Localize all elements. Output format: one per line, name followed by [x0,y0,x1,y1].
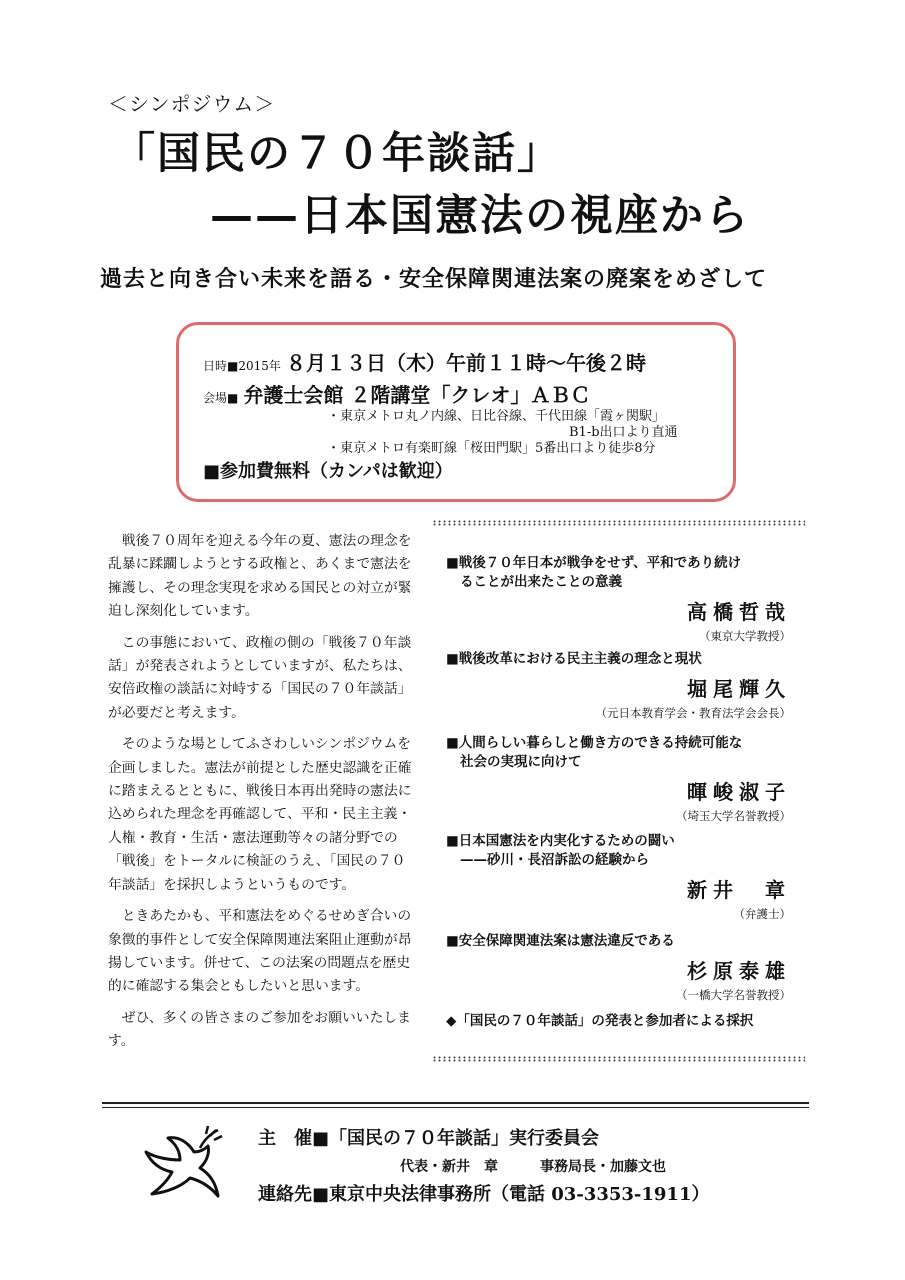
access-line-1b: B1-b出口より直通 [569,425,678,440]
talk-item [446,932,791,1003]
venue-value: 弁護士会館 ２階講堂「クレオ」ＡＢＣ [243,383,591,407]
speaker-affiliation: （元日本教育学会・教育法学会会長） [595,706,791,720]
intro-paragraph: この事態において、政権の側の「戦後７０年談話」が発表されようとしていますが、私たちは、安倍政権の談話に対峙する「国民の７０年談話」が必要だと考えます。 [108,634,412,721]
fee-note: ■参加費無料（カンパは歓迎） [203,461,453,482]
date-value: ８月１３日（木）午前１１時～午後２時 [285,351,646,375]
talk-title: ■戦後７０年日本が戦争をせず、平和であり続け [446,555,742,571]
program-panel [432,520,805,1065]
talk-item [446,650,791,721]
contact-row [258,1180,709,1206]
talk-title: ■日本国憲法を内実化するための闘い [446,833,675,849]
talk-title: ■安全保障関連法案は憲法違反である [446,933,675,949]
talk-title-cont: ——砂川・長沼訴訟の経験から [460,852,649,868]
speaker-affiliation: （埼玉大学名誉教授） [676,809,791,823]
speaker-affiliation: （一橋大学名誉教授） [676,988,791,1002]
speaker-name: 高橋哲哉 [687,600,791,624]
talk-item [446,554,791,644]
speaker-affiliation: （東京大学教授） [699,629,791,643]
speaker-name: 暉峻淑子 [687,780,791,804]
date-label: 日時■2015年 [203,359,281,373]
dotted-border-bottom [432,1056,805,1062]
subtitle: 過去と向き合い未来を語る・安全保障関連法案の廃案をめざして [100,266,768,292]
access-line-2: ・東京メトロ有楽町線「桜田門駅」5番出口より徒歩8分 [327,441,656,456]
talk-item [446,734,791,824]
talk-title-cont: 社会の実現に向けて [460,754,582,770]
intro-paragraph: ときあたかも、平和憲法をめぐるせめぎ合いの象徴的事件として安全保障関連法案阻止運動が昂揚しています。併せて、この法案の問題点を歴史的に確認する集会ともしたいと思います。 [108,908,412,995]
footer-rule [102,1102,809,1104]
organizer-row [258,1124,599,1150]
event-info-box [176,322,736,502]
dove-icon [138,1122,230,1206]
intro-paragraph: 戦後７０周年を迎える今年の夏、憲法の理念を乱暴に蹂躙しようとする政権と、あくまで憲法を擁護し、その理念実現を求める国民との対立が緊迫し深刻化しています。 [108,533,412,620]
venue-label: 会場■ [203,391,239,405]
footer-rule-thin [102,1107,809,1108]
talk-title-cont: ることが出来たことの意義 [460,574,622,590]
talk-title: ■人間らしい暮らしと働き方のできる持続可能な [446,735,743,751]
title-line-2: ——日本国憲法の視座から [210,191,750,241]
speaker-affiliation: （弁護士） [733,907,791,921]
title-line-1: 「国民の７０年談話」 [112,129,562,179]
contact-info: 東京中央法律事務所（電話 03-3353-1911） [329,1184,710,1205]
representatives: 代表・新井 章 事務局長・加藤文也 [400,1159,666,1175]
contact-label: 連絡先■ [258,1184,330,1205]
date-row [203,347,646,376]
speaker-name: 杉原泰雄 [687,959,791,983]
talk-item [446,832,791,922]
organizer-name: 「国民の７０年談話」実行委員会 [329,1128,600,1149]
access-line-1: ・東京メトロ丸ノ内線、日比谷線、千代田線「霞ヶ関駅」 [327,409,666,424]
intro-paragraph: そのような場としてふさわしいシンポジウムを企画しました。憲法が前提とした歴史認識を正確に踏まえるとともに、戦後日本再出発時の憲法に込められた理念を再確認して、平和・民主主義・人権・教育・生活・憲法運動等々の諸分野での「戦後」をトータルに検証のうえ、「国民の７０年談話」を採択しようというものです。 [108,736,412,893]
closing-item: ◆「国民の７０年談話」の発表と参加者による採択 [446,1013,754,1029]
intro-paragraph: ぜひ、多くの皆さまのご参加をお願いいたします。 [108,1009,411,1050]
intro-text [108,530,413,1062]
speaker-name: 堀尾輝久 [687,677,791,701]
event-kicker: ＜シンポジウム＞ [108,92,276,116]
organizer-label: 主 催■ [258,1128,330,1149]
speaker-name: 新井 章 [687,878,791,902]
dotted-border-top [432,520,805,526]
talk-title: ■戦後改革における民主主義の理念と現状 [446,651,702,667]
venue-row [203,379,590,408]
